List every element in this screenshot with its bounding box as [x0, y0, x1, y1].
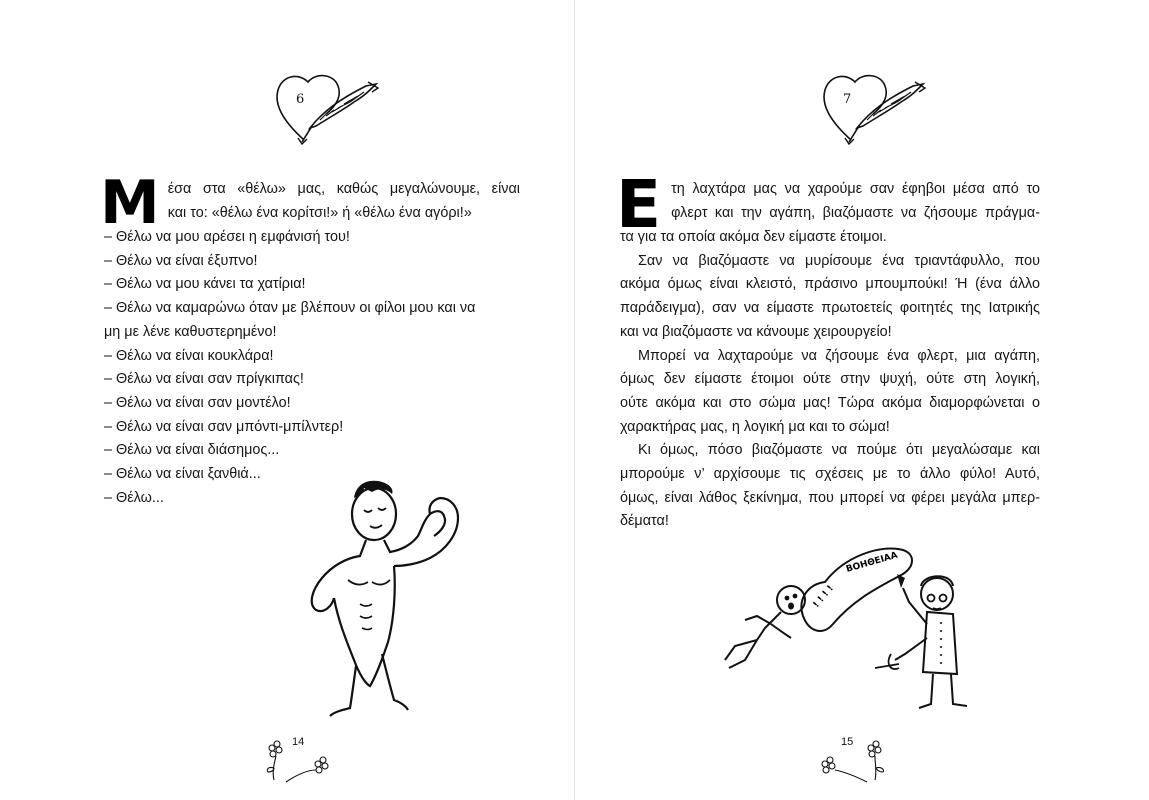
text-line: ούτε ακόμα και στο σώμα μας! Τώρα ακόμα διαμορφώνεται ο [620, 394, 1040, 411]
right-body-text [616, 166, 1040, 534]
text-line: μη με λένε καθυστερημένο! [104, 323, 277, 340]
text-line: Κι όμως, πόσο βιαζόμαστε να πούμε ότι μεγαλώσαμε και [638, 442, 1040, 459]
text-line: τη λαχτάρα μας να χαρούμε σαν έφηβοι μέσα από το [671, 181, 1040, 197]
text-line: – Θέλω να μου αρέσει η εμφάνισή του! [104, 229, 350, 245]
text-line: μπορούμε ν’ αρχίσουμε τις σχέσεις με το άλλο φύλο! Αυτό, [620, 466, 1040, 483]
chapter-number: 7 [843, 92, 852, 107]
text-line: – Θέλω να είναι σαν μοντέλο! [104, 394, 291, 411]
text-line: – Θέλω να είναι κουκλάρα! [104, 347, 274, 364]
text-line: και να βιαζόμαστε να κάνουμε χειρουργείο! [620, 323, 892, 340]
text-line: – Θέλω να είναι σαν πρίγκιπας! [104, 371, 304, 388]
heart-feather-icon [819, 68, 939, 148]
text-line: – Θέλω να είναι σαν μπόντι-μπίλντερ! [104, 418, 344, 435]
bodybuilder-illustration [290, 470, 470, 720]
drop-cap: Ε [616, 166, 662, 243]
text-line: – Θέλω να είναι έξυπνο! [104, 252, 258, 269]
text-line: Σαν να βιαζόμαστε να μυρίσουμε ένα τριαντάφυλλο, που [638, 252, 1040, 269]
text-line: φλερτ και την αγάπη, βιαζόμαστε να ζήσουμε πράγμα- [671, 204, 1040, 221]
balloon-text: ΒΟΗΘΕΙΑΑ [845, 550, 899, 575]
page-number: 15 [841, 736, 854, 748]
text-line: Μπορεί να λαχταρούμε να ζήσουμε ένα φλερτ, μια αγάπη, [638, 347, 1040, 364]
text-line: και το: «θέλω ένα κορίτσι!» ή «θέλω ένα αγόρι!» [167, 204, 472, 221]
chapter-number: 6 [296, 92, 305, 107]
text-line: τα για τα οποία ακόμα δεν είμαστε έτοιμοι. [620, 229, 887, 245]
text-line: – Θέλω να μου κάνει τα χατίρια! [104, 276, 306, 293]
text-line: όμως δεν είμαστε έτοιμοι ούτε στην ψυχή, ούτε στη λογική, [620, 371, 1040, 388]
text-line: χαρακτήρας μας, η λογική μα και το σώμα! [620, 418, 890, 435]
text-line: – Θέλω... [104, 489, 164, 506]
text-line: – Θέλω να καμαρώνω όταν με βλέπουν οι φίλοι μου και να [104, 300, 476, 317]
balloon-label [845, 551, 899, 575]
page-number: 14 [292, 736, 305, 748]
text-line: δέματα! [620, 513, 669, 530]
text-line: ακόμα όμως είναι κλειστό, πράσινο μπουμπούκι! Ή (ένα άλλο [620, 276, 1040, 293]
balloon-exclamations: ! ! ! ! [811, 583, 836, 610]
text-line: – Θέλω να είναι διάσημος... [104, 442, 280, 459]
text-line: έσα στα «θέλω» μας, καθώς μεγαλώνουμε, είναι [167, 181, 520, 197]
text-line: – Θέλω να είναι ξανθιά... [104, 466, 261, 483]
right-page [575, 0, 1149, 800]
text-line: όμως, είναι λάθος ξεκίνημα, που μπορεί να φέρει μεγάλα μπερ- [620, 489, 1040, 506]
surgery-chase-illustration [705, 528, 1005, 748]
left-page [0, 0, 574, 800]
left-body-text [100, 168, 520, 510]
drop-cap: M [100, 168, 160, 238]
heart-feather-icon [272, 68, 392, 148]
text-line: παράδειγμα), σαν να είμαστε πρωτοετείς φοιτητές της Ιατρικής [620, 300, 1040, 317]
